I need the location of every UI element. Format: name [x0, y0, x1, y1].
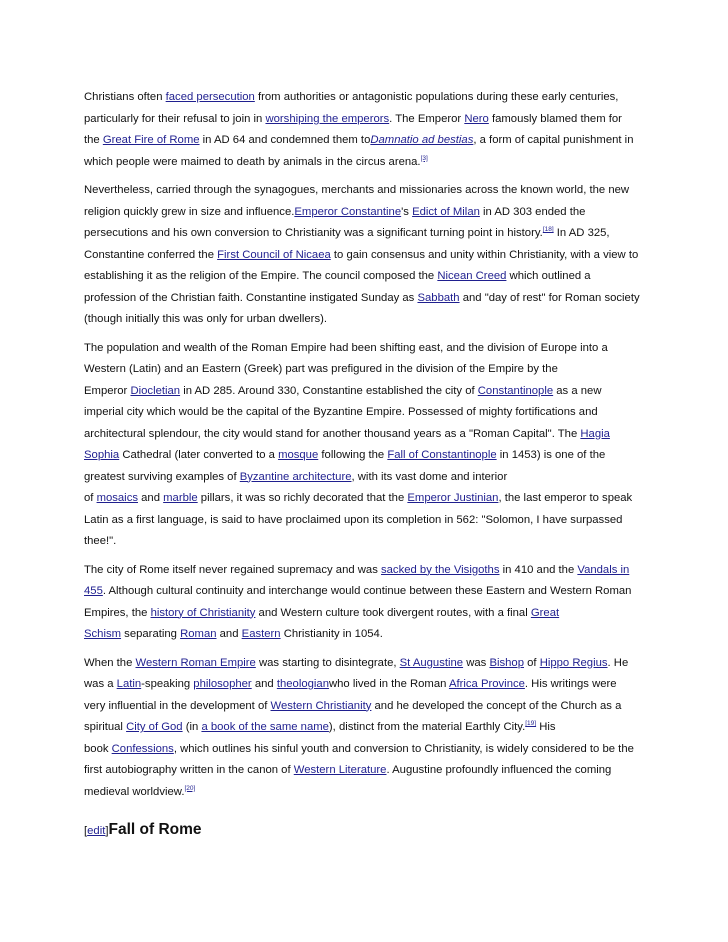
text-line: [84, 155, 644, 177]
text-line: [84, 742, 644, 764]
text-line: [84, 427, 644, 449]
body-text: His: [536, 721, 556, 733]
document-page: [84, 90, 644, 845]
body-text: particularly for their refusal to join in: [84, 112, 266, 125]
body-text: medieval worldview.: [84, 785, 185, 798]
text-line: [84, 563, 644, 585]
paragraph-gap: [84, 806, 644, 813]
inline-link[interactable]: Nicean Creed: [437, 270, 507, 282]
inline-link[interactable]: Africa Province: [448, 678, 525, 690]
text-line: [84, 269, 644, 291]
inline-link[interactable]: Byzantine architecture: [239, 470, 352, 483]
inline-link[interactable]: First Council of Nicaea: [217, 248, 331, 261]
inline-link[interactable]: Hagia: [580, 427, 610, 440]
body-text: Emperor: [84, 384, 131, 397]
text-line: [84, 491, 644, 513]
body-text: ), distinct from the material Earthly City.: [328, 721, 526, 733]
inline-link[interactable]: theologian: [276, 678, 329, 690]
paragraph-gap: [84, 556, 644, 563]
inline-link[interactable]: Fall of Constantinople: [387, 449, 497, 461]
text-line: [84, 291, 644, 313]
body-text: profession of the Christian faith. Constantine instigated Sunday as: [84, 291, 418, 304]
inline-link[interactable]: Eastern: [241, 628, 281, 640]
inline-link[interactable]: Constantinople: [477, 384, 554, 397]
paragraph: [84, 90, 644, 176]
inline-link[interactable]: Vandals in: [577, 563, 630, 576]
body-text: as a new: [553, 384, 602, 397]
body-text: which outlined a: [506, 270, 591, 282]
body-text: . Augustine profoundly influenced the coming: [386, 764, 612, 776]
body-text: in AD 64 and condemned them to: [199, 134, 371, 146]
text-line: [84, 248, 644, 270]
body-text: 's: [401, 205, 413, 218]
text-line: [84, 513, 644, 535]
text-line: [84, 226, 644, 248]
body-text: persecutions and his own conversion to Christianity was a significant turning point in history.: [84, 227, 543, 239]
inline-link[interactable]: Sophia: [84, 449, 120, 461]
text-line: [84, 183, 644, 205]
citation-link[interactable]: [19]: [525, 720, 537, 727]
inline-link[interactable]: worshiping the emperors: [265, 112, 390, 125]
inline-link[interactable]: marble: [163, 492, 198, 504]
body-text: to gain consensus and unity within Christianity, with a view to: [330, 248, 639, 261]
paragraph-gap: [84, 176, 644, 183]
body-text: separating: [121, 628, 181, 640]
body-text: . The Emperor: [389, 112, 465, 125]
edit-link-wrapper: [84, 825, 109, 837]
body-text: and Western culture took divergent routes, with a final: [255, 606, 531, 619]
body-text: was a: [84, 678, 117, 690]
body-text: and: [216, 628, 242, 640]
body-text: , a form of capital punishment in: [473, 134, 634, 146]
body-text: . His writings were: [524, 678, 617, 690]
body-text: in 1453) is one of the: [496, 449, 606, 461]
body-text: Empires, the: [84, 606, 151, 619]
body-text: In AD 325,: [553, 227, 610, 239]
body-text: The population and wealth of the Roman Empire had been shifting east, and the division of Europe into a: [84, 341, 608, 354]
inline-link[interactable]: mosaics: [96, 492, 138, 504]
body-text: . He: [607, 656, 629, 669]
body-text: Nevertheless, carried through the synagogues, merchants and missionaries across the known world, the new: [84, 184, 630, 196]
text-line: [84, 627, 644, 649]
body-text: spiritual: [84, 721, 127, 733]
body-text: pillars, it was so richly decorated that the: [197, 492, 408, 504]
text-line: [84, 312, 644, 334]
body-text: following the: [318, 449, 388, 461]
body-text: thee!".: [84, 535, 117, 547]
inline-link[interactable]: 455: [84, 585, 103, 597]
body-text: was: [463, 656, 490, 669]
body-text: of: [84, 492, 97, 504]
text-line: [84, 205, 644, 227]
body-text: religion quickly grew in size and influence.: [84, 205, 295, 218]
inline-link[interactable]: Diocletian: [130, 384, 181, 397]
body-text: who lived in the Roman: [328, 678, 449, 690]
inline-link[interactable]: Schism: [84, 628, 122, 640]
inline-link[interactable]: Western Roman Empire: [135, 656, 256, 669]
citation-link[interactable]: [3]: [420, 154, 428, 162]
text-line: [84, 470, 644, 492]
inline-link[interactable]: history of Christianity: [150, 606, 256, 619]
body-text: Cathedral (later converted to a: [119, 449, 279, 461]
inline-link[interactable]: Emperor Constantine: [294, 205, 402, 218]
text-line: [84, 656, 644, 678]
body-text: greatest surviving examples of: [84, 470, 240, 483]
inline-link[interactable]: Damnatio ad bestias: [370, 134, 474, 146]
edit-bracket-open: [: [84, 825, 88, 837]
paragraph: [84, 563, 644, 649]
inline-link[interactable]: philosopher: [193, 678, 252, 690]
text-line: [84, 720, 644, 742]
inline-link[interactable]: Confessions: [111, 742, 174, 755]
body-text: very influential in the development of: [84, 699, 271, 712]
body-text: When the: [84, 656, 136, 669]
text-line: [84, 606, 644, 628]
text-line: [84, 785, 644, 807]
edit-section-link[interactable]: edit: [87, 825, 106, 837]
inline-link[interactable]: City of God: [126, 721, 183, 733]
body-text: (though initially this was only for urban dwellers).: [84, 313, 327, 325]
text-line: [84, 584, 644, 606]
body-text: . Although cultural continuity and interchange would continue between these Eastern and Western Roman: [102, 585, 632, 597]
inline-link[interactable]: Great: [530, 606, 560, 619]
inline-link[interactable]: Great Fire of Rome: [102, 134, 200, 146]
paragraph: [84, 183, 644, 334]
body-text: of: [524, 656, 540, 669]
text-line: [84, 341, 644, 363]
text-line: [84, 677, 644, 699]
inline-link[interactable]: St Augustine: [399, 656, 464, 669]
body-text: famously blamed them for: [488, 112, 622, 125]
section-title: Fall of Rome: [108, 821, 202, 838]
inline-link[interactable]: Edict of Milan: [412, 205, 480, 218]
body-text: , with its vast dome and interior: [351, 470, 508, 483]
body-text: in 410 and the: [499, 563, 578, 576]
text-line: [84, 448, 644, 470]
paragraph: [84, 656, 644, 807]
inline-link[interactable]: mosque: [278, 449, 319, 461]
text-line: [84, 384, 644, 406]
body-text: and "day of rest" for Roman society: [459, 291, 640, 304]
body-text: Latin as a first language, is said to have proclaimed upon its completion in 562: "Solomon, I have surpassed: [84, 513, 623, 526]
body-text: establishing it as the religion of the Empire. The council composed the: [84, 270, 438, 282]
body-text: Christians often: [84, 91, 166, 103]
body-text: first autobiography written in the canon of: [84, 764, 294, 776]
body-text: was starting to disintegrate,: [255, 656, 400, 669]
body-text: , which outlines his sinful youth and conversion to Christianity, is widely considered to be the: [173, 742, 634, 755]
body-text: Constantine conferred the: [84, 248, 218, 261]
body-text: and he developed the concept of the Church as a: [371, 699, 622, 712]
body-text: in AD 303 ended the: [479, 205, 586, 218]
body-text: and: [138, 492, 164, 504]
body-text: which people were maimed to death by animals in the circus arena.: [84, 155, 421, 168]
section-heading: [84, 821, 644, 845]
inline-link[interactable]: sacked by the Visigoths: [381, 563, 500, 576]
citation: [184, 785, 195, 792]
paragraph-gap: [84, 649, 644, 656]
edit-bracket-close: ]: [105, 825, 109, 837]
body-text: in AD 285. Around 330, Constantine established the city of: [180, 384, 478, 397]
body-text: and: [251, 678, 277, 690]
paragraph: [84, 341, 644, 556]
text-line: [84, 90, 644, 112]
text-line: [84, 112, 644, 134]
text-line: [84, 763, 644, 785]
inline-link[interactable]: Hippo Regius: [539, 656, 608, 669]
citation: [525, 720, 536, 727]
inline-link[interactable]: Western Christianity: [270, 699, 372, 712]
citation-link[interactable]: [20]: [184, 784, 196, 792]
inline-link[interactable]: Sabbath: [417, 291, 460, 304]
body-text: from authorities or antagonistic populations during these early centuries,: [254, 91, 619, 103]
citation-link[interactable]: [18]: [542, 226, 554, 233]
body-text: The city of Rome itself never regained supremacy and was: [84, 563, 381, 576]
body-text: the: [84, 134, 103, 146]
body-text: architectural splendour, the city would stand for another thousand years as a "Roman Capital". The: [84, 427, 581, 440]
inline-link[interactable]: Emperor Justinian: [407, 492, 499, 504]
text-line: [84, 534, 644, 556]
paragraph-gap: [84, 334, 644, 341]
text-line: [84, 362, 644, 384]
inline-link[interactable]: faced persecution: [165, 91, 255, 103]
inline-link[interactable]: Roman: [180, 628, 217, 640]
body-text: Christianity in 1054.: [280, 628, 383, 640]
inline-link[interactable]: Western Literature: [293, 764, 387, 776]
body-text: imperial city which would be the capital of the Byzantine Empire. Possessed of mighty fortifications and: [84, 406, 598, 418]
citation: [421, 155, 428, 162]
body-text: , the last emperor to speak: [498, 492, 633, 504]
body-text: book: [84, 742, 112, 755]
inline-link[interactable]: Bishop: [489, 656, 524, 669]
inline-link[interactable]: a book of the same name: [201, 721, 329, 733]
inline-link[interactable]: Latin: [116, 678, 142, 690]
body-text: (in: [182, 721, 202, 733]
text-line: [84, 699, 644, 721]
text-line: [84, 405, 644, 427]
citation: [543, 226, 554, 233]
inline-link[interactable]: Nero: [464, 112, 489, 125]
body-text: -speaking: [141, 678, 194, 690]
text-line: [84, 133, 644, 155]
body-text: Western (Latin) and an Eastern (Greek) part was prefigured in the division of the Empire by the: [84, 363, 558, 375]
